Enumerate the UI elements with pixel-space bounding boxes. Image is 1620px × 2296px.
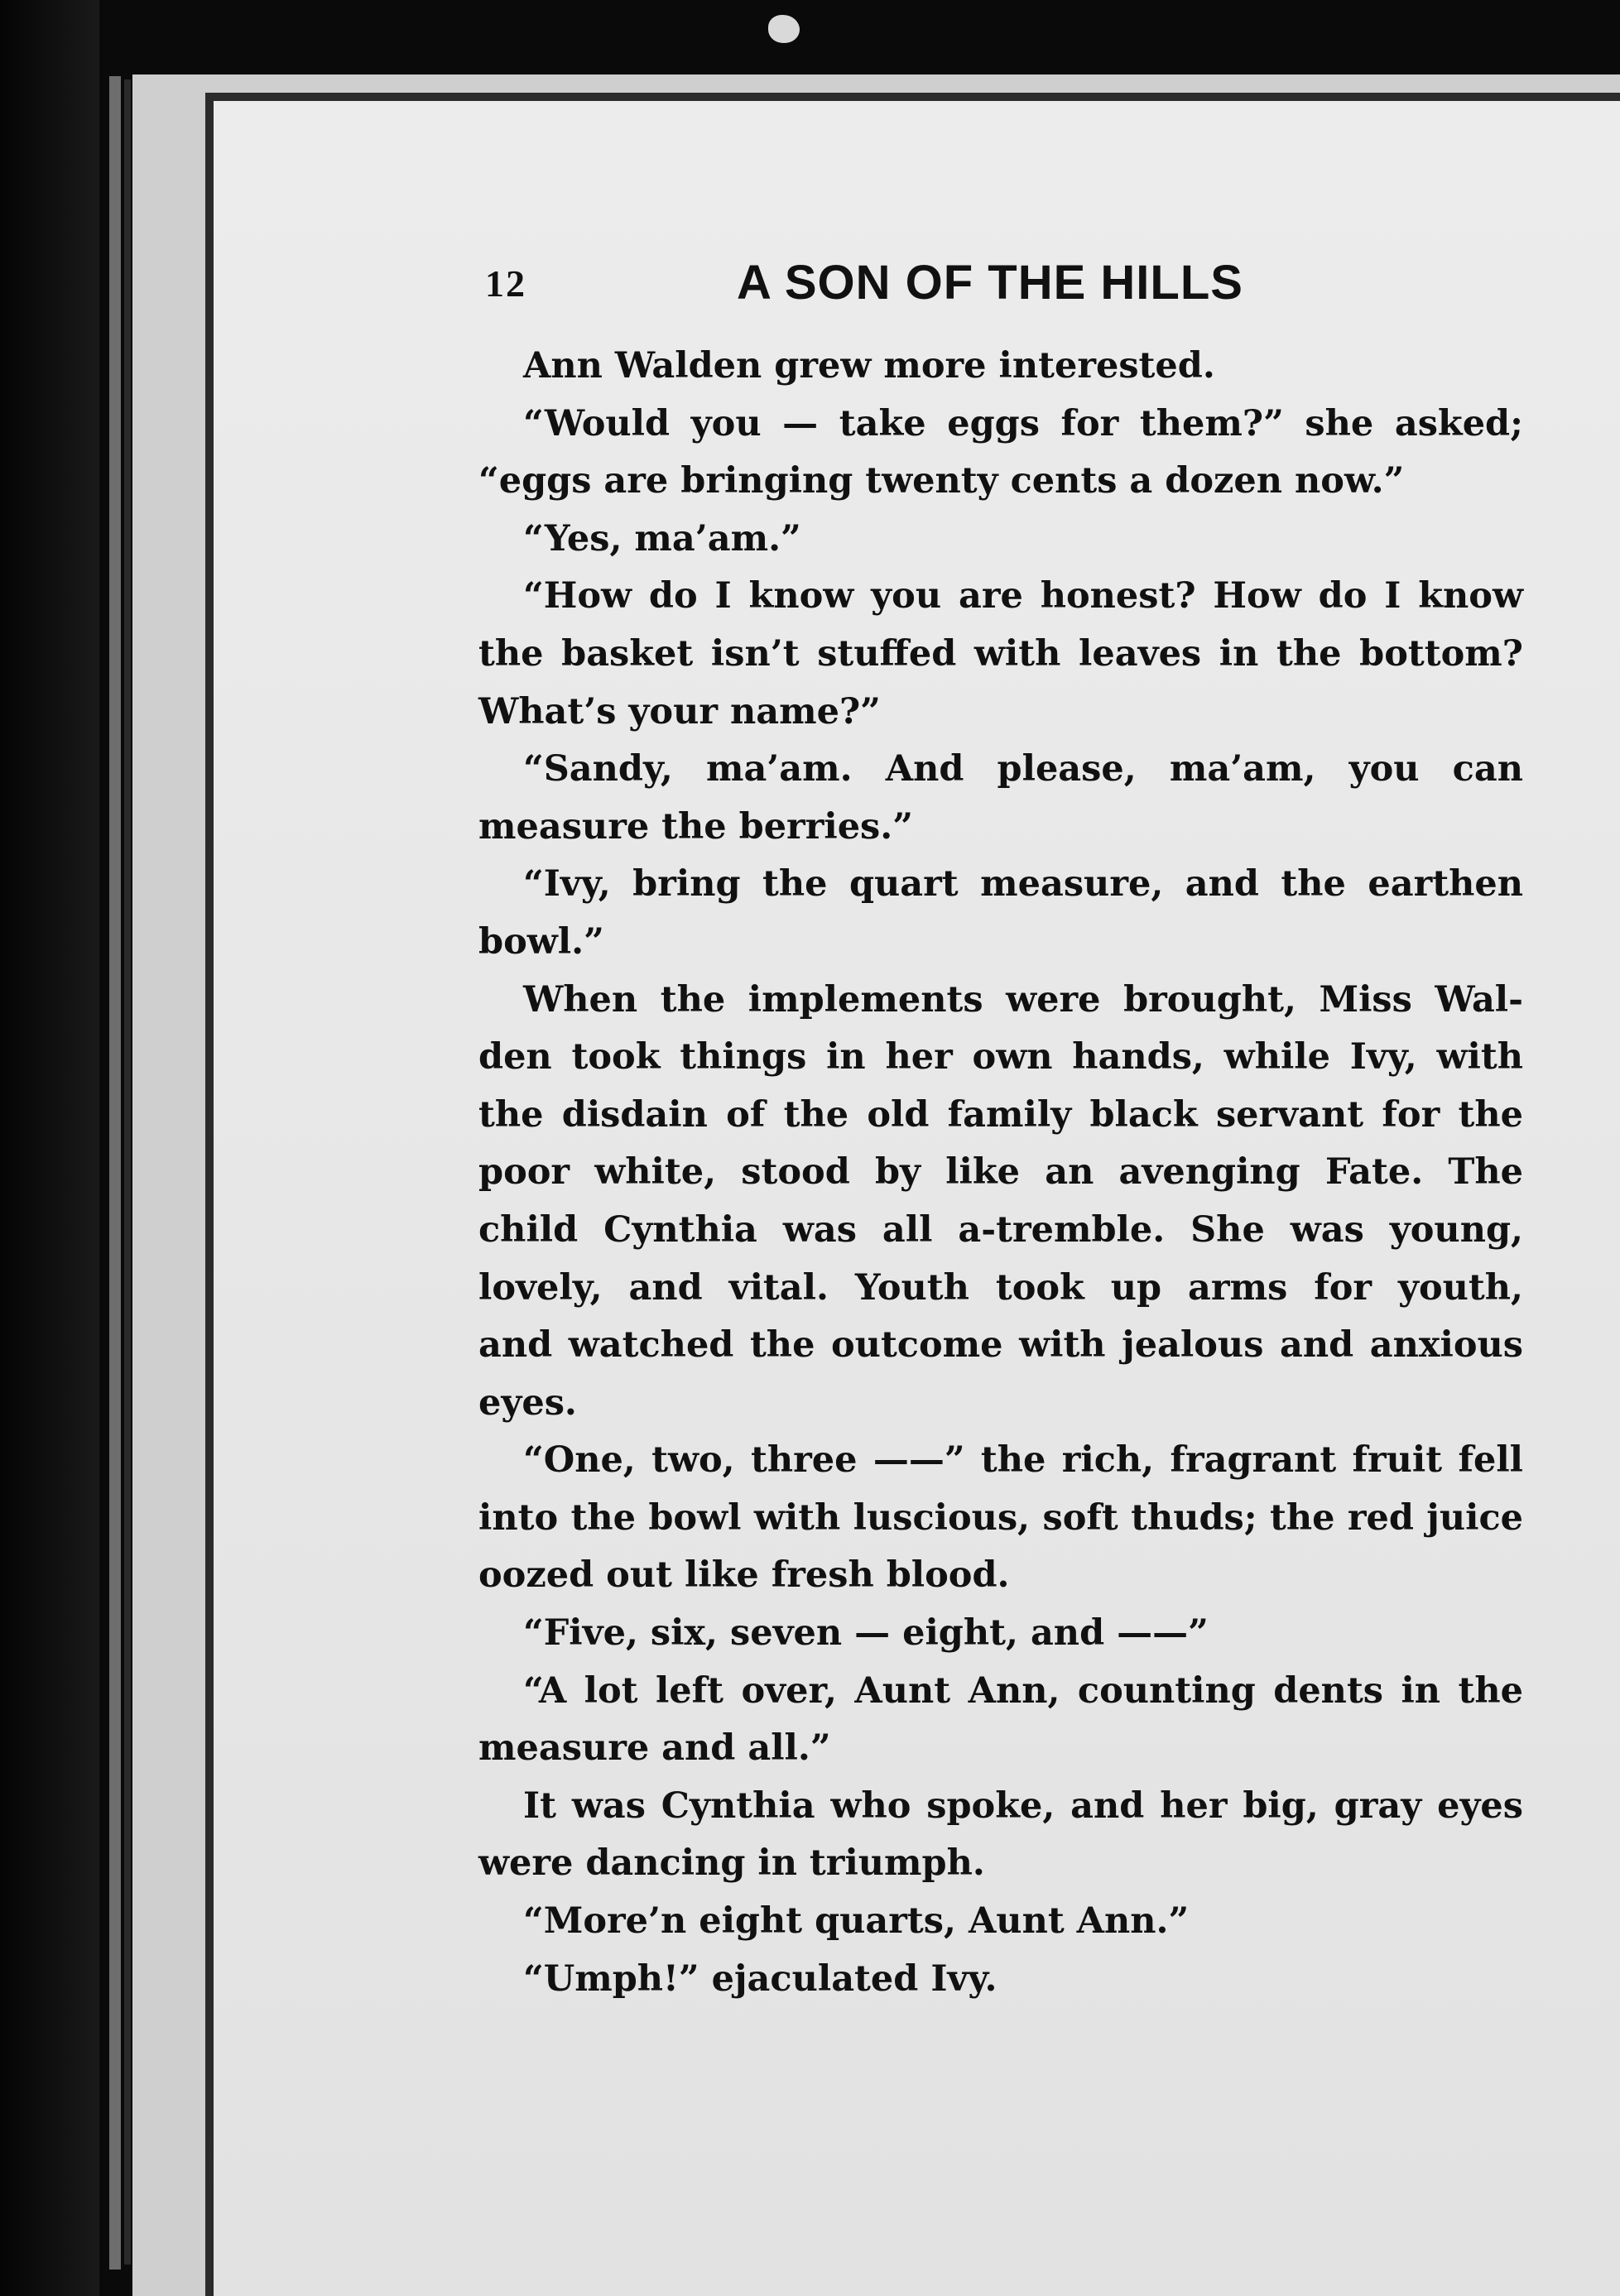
- text-line: poor white, stood by like an avenging Fate. The: [478, 1151, 1523, 1194]
- text-line: measure the berries.”: [478, 805, 913, 848]
- text-line: the basket isn’t stuffed with leaves in the bottom?: [478, 632, 1523, 675]
- text-line: What’s your name?”: [478, 690, 881, 733]
- running-title: A SON OF THE HILLS: [737, 256, 1243, 310]
- text-line: “eggs are bringing twenty cents a dozen now.”: [478, 460, 1405, 502]
- text-line: “Ivy, bring the quart measure, and the earthen: [523, 863, 1523, 905]
- text-line: “Would you — take eggs for them?” she asked;: [523, 402, 1523, 444]
- page-edge: [109, 76, 121, 2270]
- text-line: child Cynthia was all a-tremble. She was young,: [478, 1208, 1523, 1251]
- text-line: den took things in her own hands, while Ivy, with: [478, 1036, 1523, 1078]
- book-binding: [0, 0, 99, 2296]
- text-line: Ann Walden grew more interested.: [523, 345, 1215, 387]
- page-edge-shadow: [124, 79, 131, 2265]
- text-line: lovely, and vital. Youth took up arms for youth,: [478, 1266, 1523, 1309]
- text-line: into the bowl with luscious, soft thuds; the red juice: [478, 1496, 1523, 1539]
- text-line: It was Cynthia who spoke, and her big, gray eyes: [523, 1784, 1523, 1827]
- text-line: “More’n eight quarts, Aunt Ann.”: [523, 1900, 1190, 1943]
- page-number: 12: [485, 262, 526, 305]
- mounting-tack: [768, 15, 800, 43]
- text-line: the disdain of the old family black servant for the: [478, 1093, 1523, 1136]
- text-line: measure and all.”: [478, 1727, 831, 1770]
- text-line: “A lot left over, Aunt Ann, counting dents in the: [523, 1669, 1523, 1712]
- text-line: eyes.: [478, 1381, 577, 1424]
- text-line: were dancing in triumph.: [478, 1842, 985, 1885]
- text-line: and watched the outcome with jealous and anxious: [478, 1324, 1523, 1367]
- text-line: “Umph!” ejaculated Ivy.: [523, 1957, 997, 2000]
- text-line: bowl.”: [478, 920, 604, 963]
- text-line: When the implements were brought, Miss Wal-: [523, 978, 1523, 1021]
- text-line: “How do I know you are honest? How do I know: [523, 575, 1523, 617]
- text-line: “Five, six, seven — eight, and ——”: [523, 1612, 1209, 1655]
- page-header: [485, 255, 1561, 321]
- text-line: oozed out like fresh blood.: [478, 1554, 1010, 1597]
- body-text: [478, 338, 1523, 2008]
- text-line: “Sandy, ma’am. And please, ma’am, you can: [523, 748, 1523, 790]
- text-line: “Yes, ma’am.”: [523, 517, 801, 560]
- text-line: “One, two, three ——” the rich, fragrant fruit fell: [523, 1439, 1523, 1482]
